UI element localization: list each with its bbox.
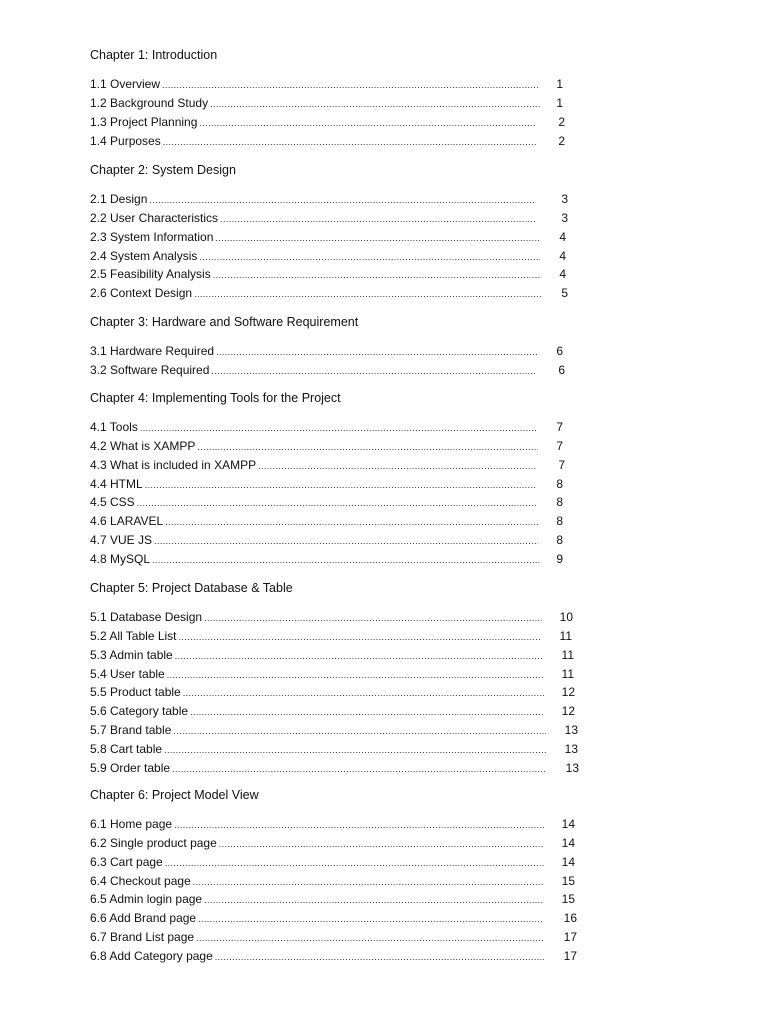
toc-entry-label: 1.2 Background Study (90, 95, 209, 110)
toc-entry[interactable] (90, 647, 544, 663)
toc-entry-page-number: 17 (563, 948, 577, 963)
toc-entry-page-number: 16 (563, 911, 577, 926)
toc-entry-page-number: 7 (556, 420, 563, 434)
dot-leader (215, 230, 540, 246)
toc-entry-label: 3.1 Hardware Required (90, 344, 215, 358)
toc-entry-page-number: 8 (556, 514, 563, 529)
toc-entry-label: 4.6 LARAVEL (90, 514, 164, 529)
toc-entry[interactable] (90, 910, 546, 926)
dot-leader (165, 514, 540, 530)
dot-leader (204, 892, 544, 908)
dot-leader (167, 667, 544, 683)
toc-entry[interactable] (90, 873, 546, 889)
dot-leader (194, 286, 542, 302)
toc-entry[interactable] (90, 760, 548, 776)
toc-entry[interactable] (90, 609, 544, 625)
dot-leader (162, 77, 540, 93)
toc-entry-page-number: 11 (559, 628, 572, 643)
toc-entry[interactable] (90, 476, 538, 492)
dot-leader (193, 874, 544, 890)
toc-entry[interactable] (90, 854, 546, 870)
dot-leader (152, 552, 540, 568)
toc-entry-page-number: 1 (556, 77, 563, 91)
dot-leader (204, 610, 542, 626)
toc-entry-label: 5.9 Order table (90, 760, 171, 775)
dot-leader (137, 495, 536, 511)
toc-entry-page-number: 3 (561, 192, 568, 206)
toc-entry-page-number: 11 (561, 666, 574, 681)
toc-entry-page-number: 13 (564, 723, 578, 738)
toc-entry-label: 4.2 What is XAMPP (90, 438, 196, 453)
dot-leader (216, 344, 538, 360)
toc-entry[interactable] (90, 666, 546, 682)
toc-entry-label: 6.2 Single product page (90, 835, 217, 850)
dot-leader (165, 855, 544, 871)
toc-entry[interactable] (90, 948, 546, 964)
toc-entry-page-number: 7 (558, 457, 565, 472)
toc-entry[interactable] (90, 438, 540, 454)
toc-entry-label: 2.5 Feasibility Analysis (90, 267, 211, 282)
chapter-heading: Chapter 2: System Design (90, 163, 236, 177)
toc-entry-label: 5.2 All Table List (90, 628, 177, 643)
toc-entry[interactable] (90, 343, 540, 359)
toc-entry-page-number: 13 (565, 760, 579, 775)
dot-leader (173, 723, 546, 739)
toc-entry-label: 4.1 Tools (90, 420, 138, 434)
chapter-heading: Chapter 6: Project Model View (90, 788, 259, 802)
toc-entry-page-number: 14 (561, 835, 575, 850)
toc-entry-page-number: 8 (556, 533, 563, 548)
dot-leader (258, 458, 536, 474)
toc-entry-label: 6.7 Brand List page (90, 930, 195, 945)
toc-entry-page-number: 5 (561, 286, 568, 301)
toc-entry[interactable] (90, 457, 538, 473)
toc-entry[interactable] (90, 551, 542, 567)
toc-entry-page-number: 6 (558, 362, 565, 377)
dot-leader (215, 949, 544, 965)
toc-entry-page-number: 17 (563, 930, 577, 945)
dot-leader (172, 761, 546, 777)
dot-leader (145, 477, 536, 493)
toc-entry[interactable] (90, 628, 542, 644)
toc-entry-label: 5.5 Product table (90, 685, 181, 700)
toc-entry-page-number: 7 (556, 438, 563, 453)
toc-entry-label: 2.2 User Characteristics (90, 210, 219, 225)
dot-leader (190, 704, 544, 720)
dot-leader (154, 533, 538, 549)
toc-entry-page-number: 13 (564, 741, 578, 756)
toc-entry[interactable] (90, 513, 542, 529)
toc-entry-label: 6.4 Checkout page (90, 873, 191, 888)
dot-leader (196, 930, 544, 946)
dot-leader (199, 249, 540, 265)
toc-entry-page-number: 12 (561, 685, 575, 700)
toc-entry-label: 4.4 HTML (90, 476, 143, 491)
toc-entry-label: 2.3 System Information (90, 229, 214, 244)
toc-entry-label: 5.4 User table (90, 666, 165, 681)
toc-entry-label: 5.1 Database Design (90, 610, 203, 624)
toc-entry[interactable] (90, 210, 538, 226)
toc-entry[interactable] (90, 285, 544, 301)
toc-entry[interactable] (90, 891, 546, 907)
toc-entry[interactable] (90, 741, 548, 757)
toc-entry-page-number: 15 (561, 892, 575, 907)
toc-entry-page-number: 12 (561, 704, 575, 719)
toc-entry[interactable] (90, 248, 542, 264)
toc-entry-label: 5.7 Brand table (90, 723, 172, 738)
dot-leader (140, 420, 538, 436)
dot-leader (179, 629, 540, 645)
toc-entry-label: 4.7 VUE JS (90, 533, 153, 548)
toc-entry-label: 3.2 Software Required (90, 362, 210, 377)
toc-entry-label: 5.3 Admin table (90, 647, 173, 662)
toc-entry-page-number: 4 (559, 229, 566, 244)
toc-entry-label: 4.8 MySQL (90, 551, 151, 566)
toc-entry[interactable] (90, 266, 542, 282)
dot-leader (211, 363, 536, 379)
toc-entry[interactable] (90, 191, 538, 207)
dot-leader (183, 685, 544, 701)
toc-entry-page-number: 15 (561, 873, 575, 888)
toc-entry[interactable] (90, 684, 546, 700)
toc-entry-label: 6.5 Admin login page (90, 892, 203, 907)
toc-entry-page-number: 4 (559, 248, 566, 263)
dot-leader (213, 267, 540, 283)
toc-entry-page-number: 2 (558, 133, 565, 148)
toc-entry[interactable] (90, 929, 546, 945)
toc-entry-page-number: 2 (558, 114, 565, 129)
toc-entry[interactable] (90, 76, 542, 92)
chapter-heading: Chapter 1: Introduction (90, 48, 218, 62)
dot-leader (199, 115, 536, 131)
toc-entry-page-number: 8 (556, 495, 563, 510)
dot-leader (175, 648, 542, 664)
chapter-heading: Chapter 5: Project Database & Table (90, 581, 293, 595)
dot-leader (164, 742, 546, 758)
dot-leader (163, 134, 536, 150)
toc-entry[interactable] (90, 133, 538, 149)
toc-entry-label: 2.4 System Analysis (90, 248, 198, 263)
toc-entry-label: 1.4 Purposes (90, 133, 161, 148)
toc-entry-label: 4.5 CSS (90, 495, 135, 510)
toc-entry-label: 4.3 What is included in XAMPP (90, 457, 257, 472)
chapter-heading: Chapter 4: Implementing Tools for the Project (90, 391, 341, 405)
toc-entry-label: 6.6 Add Brand page (90, 911, 197, 926)
dot-leader (220, 211, 536, 227)
toc-entry[interactable] (90, 419, 540, 435)
toc-entry-label: 2.1 Design (90, 192, 148, 206)
toc-entry-page-number: 14 (561, 854, 575, 869)
toc-entry-page-number: 11 (561, 647, 574, 662)
dot-leader (219, 836, 544, 852)
toc-entry-label: 2.6 Context Design (90, 286, 193, 301)
dot-leader (198, 911, 544, 927)
toc-entry-page-number: 9 (556, 551, 563, 566)
toc-entry[interactable] (90, 816, 546, 832)
toc-entry-page-number: 8 (556, 476, 563, 491)
toc-entry[interactable] (90, 722, 548, 738)
toc-entry-page-number: 3 (561, 210, 568, 225)
dot-leader (210, 96, 540, 112)
toc-entry-label: 6.1 Home page (90, 817, 173, 831)
dot-leader (149, 192, 536, 208)
toc-entry-page-number: 10 (559, 610, 573, 624)
toc-entry[interactable] (90, 95, 542, 111)
toc-entry[interactable] (90, 229, 542, 245)
toc-entry[interactable] (90, 494, 538, 510)
toc-entry-page-number: 6 (556, 344, 563, 358)
toc-entry-label: 5.8 Cart table (90, 741, 163, 756)
toc-entry[interactable] (90, 114, 538, 130)
dot-leader (197, 439, 538, 455)
toc-entry[interactable] (90, 703, 546, 719)
toc-entry-label: 1.1 Overview (90, 77, 161, 91)
toc-entry-label: 5.6 Category table (90, 704, 189, 719)
toc-entry-label: 1.3 Project Planning (90, 114, 198, 129)
toc-entry[interactable] (90, 362, 538, 378)
toc-entry[interactable] (90, 835, 546, 851)
dot-leader (174, 817, 544, 833)
toc-entry-label: 6.8 Add Category page (90, 948, 213, 963)
toc-entry[interactable] (90, 532, 540, 548)
toc-entry-page-number: 14 (561, 817, 575, 831)
chapter-heading: Chapter 3: Hardware and Software Requirement (90, 315, 359, 329)
toc-entry-page-number: 4 (559, 267, 566, 282)
toc-entry-label: 6.3 Cart page (90, 854, 163, 869)
toc-entry-page-number: 1 (556, 95, 563, 110)
